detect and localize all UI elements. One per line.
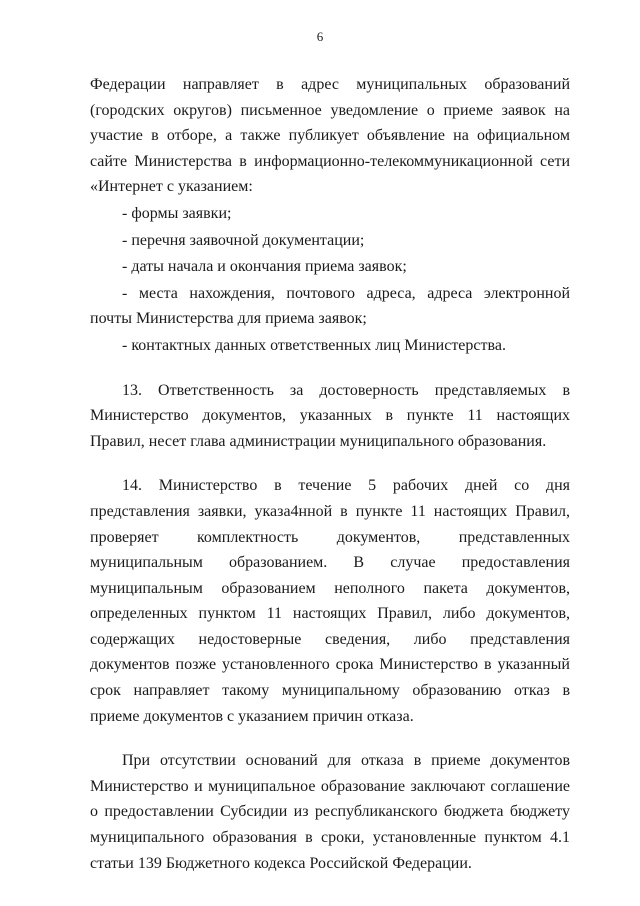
list-item-documentation: - перечня заявочной документации; bbox=[122, 231, 365, 249]
list-item-dates: - даты начала и окончания приема заявок; bbox=[122, 258, 407, 276]
list-item-address: - места нахождения, почтового адреса, адреса электронной почты Министерства для приема заявок; bbox=[90, 284, 570, 328]
paragraph-intro: Федерации направляет в адрес муниципальных образований (городских округов) письменное уведомление о приеме заявок на участие в отборе, а также публикует объявление на официальном сайте Министерства в информационно-телекоммуникационной сети «Интернет с указанием: bbox=[90, 76, 570, 196]
document-body bbox=[90, 72, 570, 876]
list-item-form: - формы заявки; bbox=[122, 204, 232, 222]
paragraph-14: 14. Министерство в течение 5 рабочих дней со дня представления заявки, указа4нной в пункте 11 настоящих Правил, проверяет комплектность документов, представленных муниципальным образованием. В случае предоставления муниципальным образованием неполного пакета документов, определенных пунктом 11 настоящих Правил, либо документов, содержащих недостоверные сведения, либо представления документов позже установленного срока Министерство в указанный срок направляет такому муниципальному образованию отказ в приеме документов с указанием причин отказа. bbox=[90, 477, 570, 725]
list-item-contacts: - контактных данных ответственных лиц Министерства. bbox=[122, 336, 506, 354]
paragraph-13: 13. Ответственность за достоверность представляемых в Министерство документов, указанных в пункте 11 настоящих Правил, несет глава администрации муниципального образования. bbox=[90, 381, 570, 450]
paragraph-agreement: При отсутствии оснований для отказа в приеме документов Министерство и муниципальное образование заключают соглашение о предоставлении Субсидии из республиканского бюджета бюджету муниципального образования в сроки, установленные пунктом 4.1 статьи 139 Бюджетного кодекса Российской Федерации. bbox=[90, 752, 570, 872]
page-number: 6 bbox=[316, 29, 324, 44]
